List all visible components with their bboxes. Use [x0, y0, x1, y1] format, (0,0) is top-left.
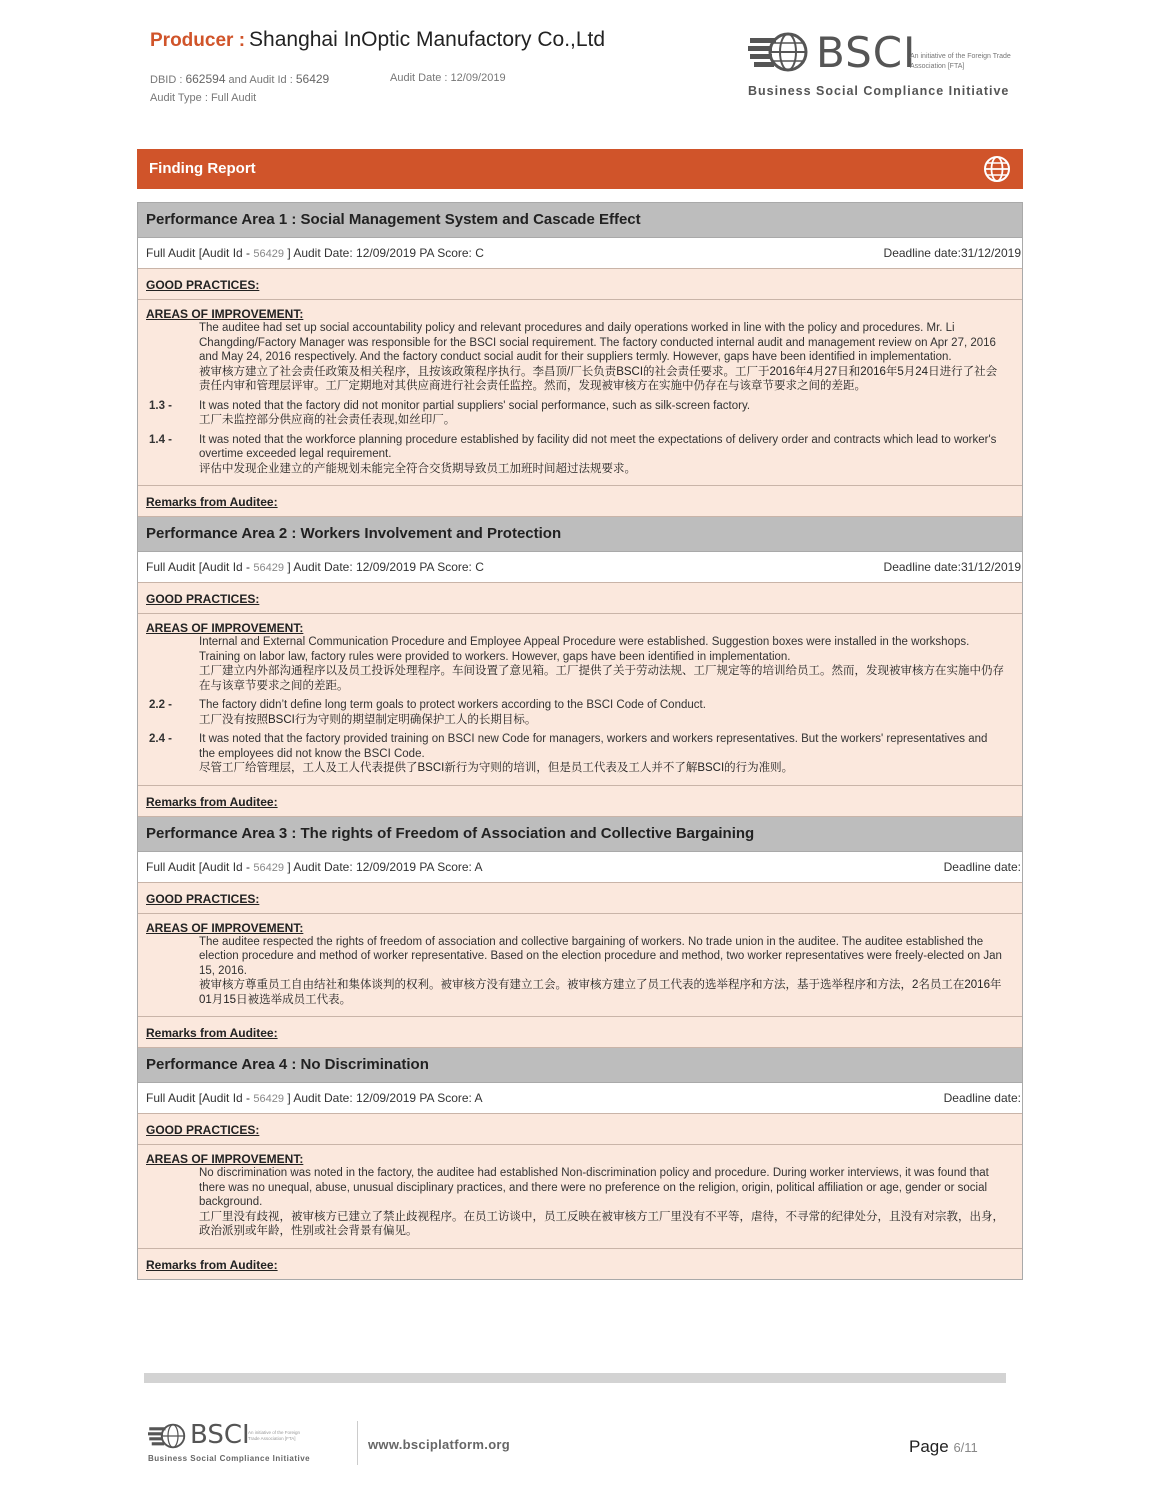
finding-text-en: Internal and External Communication Procedure and Employee Appeal Procedure were established. Suggestion boxes were installed in the workshops. Training on labor law, factory rules were provided to workers. However, gaps have been identified in implementation. [199, 636, 970, 663]
finding-item [146, 1166, 1014, 1239]
pa-audit-line [146, 246, 484, 260]
pa-deadline: Deadline date: [943, 1091, 1021, 1105]
performance-areas [137, 202, 1023, 1280]
areas-of-improvement-row [138, 914, 1022, 1018]
audit-id-value: 56429 [295, 72, 330, 86]
remarks-row [138, 786, 1022, 817]
footer-bsci-tagline: Business Social Compliance Initiative [148, 1454, 311, 1463]
pa-info-suffix: ] Audit Date: 12/09/2019 PA Score: C [283, 560, 484, 574]
pa-deadline: Deadline date:31/12/2019 [883, 560, 1021, 574]
finding-text-zh: 评估中发现企业建立的产能规划未能完全符合交货期导致员工加班时间超过法规要求。 [199, 462, 636, 475]
pa-info-prefix: Full Audit [Audit Id - [146, 246, 254, 260]
pa-info-prefix: Full Audit [Audit Id - [146, 859, 254, 874]
dbid-value: 662594 [185, 72, 226, 86]
finding-text-zh: 被审核方尊重员工自由结社和集体谈判的权利。被审核方没有建立工会。被审核方建立了员工代表的选举程序和方法，基于选举程序和方法，2名员工在2016年01月15日被选举成员工代表。 [199, 979, 1002, 1006]
pa-audit-id: 56429 [253, 1093, 284, 1105]
areas-of-improvement-row [138, 614, 1022, 786]
good-practices-row [138, 269, 1022, 300]
finding-text-zh: 工厂建立内外部沟通程序以及员工投诉处理程序。车间设置了意见箱。工厂提供了关于劳动法规、工厂规定等的培训给员工。然而，发现被审核方在实施中仍存在与该章节要求之间的差距。 [199, 665, 1004, 692]
page-count: 6/11 [953, 1440, 978, 1455]
pa-info-prefix: Full Audit [Audit Id - [146, 1091, 254, 1105]
performance-area [138, 1048, 1022, 1279]
bsci-wordmark: BSCI [816, 28, 917, 77]
finding-number [146, 321, 199, 394]
pa-audit-id: 56429 [253, 248, 284, 260]
good-practices-label: GOOD PRACTICES: [146, 1123, 260, 1137]
producer-name: Shanghai InOptic Manufactory Co.,Ltd [249, 28, 606, 51]
pa-title: Performance Area 2 : Workers Involvement and Protection [138, 517, 1022, 552]
areas-of-improvement-row [138, 1145, 1022, 1249]
footer-vertical-divider [357, 1421, 358, 1465]
finding-number [146, 635, 199, 693]
finding-text-en: The auditee had set up social accountability policy and relevant procedures and daily operations worked in line with the policy and procedures. Mr. Li Changding/Factory Manager was responsible for the BSCI social requirement. The factory conducted internal audit and management review on Apr 27, 2016 and May 24, 2016 respectively. And the factory conduct social audit for their suppliers termly. However, gaps have been identified in implementation. [199, 322, 996, 363]
page-label: Page [909, 1437, 954, 1456]
remarks-row [138, 1017, 1022, 1048]
finding-text-zh: 工厂未监控部分供应商的社会责任表现,如丝印厂。 [199, 414, 456, 426]
bsci-logo [748, 30, 1018, 102]
bsci-globe-icon [148, 1422, 188, 1450]
areas-of-improvement-label: AREAS OF IMPROVEMENT: [146, 307, 304, 321]
bsci-globe-icon [748, 30, 812, 74]
remarks-label: Remarks from Auditee: [146, 1026, 278, 1040]
pa-deadline: Deadline date: [943, 859, 1021, 874]
footer-bsci-wordmark: BSCI [190, 1420, 250, 1450]
pa-audit-info [138, 552, 1022, 583]
audit-id-label: and Audit Id : [225, 74, 296, 86]
finding-item [146, 935, 1014, 1008]
footer-website-link[interactable]: www.bsciplatform.org [368, 1437, 511, 1452]
pa-info-suffix: ] Audit Date: 12/09/2019 PA Score: A [283, 1091, 483, 1105]
pa-audit-id: 56429 [253, 562, 284, 574]
page-number [909, 1437, 978, 1457]
finding-number: 2.4 - [149, 733, 173, 745]
good-practices-label: GOOD PRACTICES: [146, 278, 260, 292]
pa-title: Performance Area 4 : No Discrimination [138, 1048, 1022, 1083]
finding-text-en: The auditee respected the rights of freedom of association and collective bargaining of workers. No trade union in the auditee. The auditee established the election procedure and method of worker representative. Based on the election procedure and method, two worker representatives were freely-elected on Jan 15, 2016. [199, 935, 1002, 977]
pa-audit-id: 56429 [253, 861, 284, 874]
finding-number [146, 1166, 199, 1239]
areas-of-improvement-label: AREAS OF IMPROVEMENT: [146, 1152, 304, 1166]
finding-item [146, 635, 1014, 693]
globe-icon [983, 155, 1011, 183]
pa-audit-line [146, 1091, 483, 1105]
remarks-label: Remarks from Auditee: [146, 495, 278, 509]
finding-item [146, 399, 1014, 428]
areas-of-improvement-row [138, 300, 1022, 486]
finding-text-zh: 被审核方建立了社会责任政策及相关程序，且按该政策程序执行。李昌顶/厂长负责BSCI的社会责任要求。工厂于2016年4月27日和2016年5月24日进行了社会责任内审和管理层评审。工厂定期地对其供应商进行社会责任监控。然而，发现被审核方在实施中仍存在与该章节要求之间的差距。 [199, 365, 998, 392]
pa-info-suffix: ] Audit Date: 12/09/2019 PA Score: C [283, 246, 484, 260]
finding-number: 1.3 - [149, 399, 173, 412]
finding-number: 2.2 - [149, 699, 173, 711]
footer-bsci-logo [148, 1420, 348, 1470]
pa-title: Performance Area 3 : The rights of Freedom of Association and Collective Bargaining [138, 817, 1022, 852]
good-practices-row [138, 583, 1022, 614]
dbid-label: DBID : [150, 74, 186, 86]
good-practices-label: GOOD PRACTICES: [146, 891, 260, 906]
finding-report-bar [137, 149, 1023, 189]
remarks-row [138, 1249, 1022, 1279]
footer-divider-bar [144, 1373, 1006, 1383]
pa-audit-line [146, 860, 483, 874]
producer-line [150, 28, 605, 52]
bsci-tagline: Business Social Compliance Initiative [748, 84, 1010, 98]
pa-deadline: Deadline date:31/12/2019 [883, 246, 1021, 260]
audit-date: Audit Date : 12/09/2019 [390, 72, 506, 84]
report-header [150, 26, 1030, 116]
finding-text-en: The factory didn’t define long term goals to protect workers according to the BSCI Code of Conduct. [199, 699, 706, 711]
pa-title: Performance Area 1 : Social Management System and Cascade Effect [138, 203, 1022, 238]
finding-text-zh: 工厂里没有歧视，被审核方已建立了禁止歧视程序。在员工访谈中，员工反映在被审核方工厂里没有不平等，虐待，不寻常的纪律处分，且没有对宗教，出身，政治派别或年龄，性别或社会背景有偏见。 [199, 1210, 1004, 1237]
finding-text-en: No discrimination was noted in the factory, the auditee had established Non-discrimination policy and procedure. During worker interviews, it was found that there was no unequal, abuse, unusual disciplinary practices, and there were no preference on the religion, origin, political affiliation or age, gender or social background. [199, 1167, 989, 1208]
performance-area [138, 817, 1022, 1049]
finding-text-en: It was noted that the workforce planning procedure established by facility did not meet the expectations of delivery order and contracts which lead to worker's overtime exceeded legal requirement. [199, 433, 997, 460]
remarks-label: Remarks from Auditee: [146, 794, 278, 809]
finding-text-zh: 尽管工厂给管理层，工人及工人代表提供了BSCI新行为守则的培训，但是员工代表及工人并不了解BSCI的行为准则。 [199, 762, 794, 774]
footer-bsci-subline: An initiative of the Foreign Trade Association [FTA] [248, 1430, 301, 1441]
pa-info-suffix: ] Audit Date: 12/09/2019 PA Score: A [283, 859, 483, 874]
producer-label: Producer : [150, 30, 246, 51]
performance-area [138, 203, 1022, 517]
remarks-label: Remarks from Auditee: [146, 1257, 278, 1272]
areas-of-improvement-label: AREAS OF IMPROVEMENT: [146, 920, 304, 935]
finding-report-title: Finding Report [149, 160, 256, 177]
good-practices-row [138, 1114, 1022, 1145]
finding-text-en: It was noted that the factory provided training on BSCI new Code for managers, workers and workers representatives. But the workers' representatives and the employees did not know the BSCI Code. [199, 733, 988, 760]
finding-item [146, 321, 1014, 394]
finding-number [146, 935, 199, 1008]
good-practices-label: GOOD PRACTICES: [146, 592, 260, 606]
pa-info-prefix: Full Audit [Audit Id - [146, 560, 254, 574]
audit-type: Audit Type : Full Audit [150, 92, 257, 104]
good-practices-row [138, 883, 1022, 914]
remarks-row [138, 486, 1022, 517]
finding-number: 1.4 - [149, 433, 173, 446]
pa-audit-line [146, 560, 484, 574]
pa-audit-info [138, 852, 1022, 883]
finding-item [146, 698, 1014, 727]
pa-audit-info [138, 238, 1022, 269]
pa-audit-info [138, 1083, 1022, 1114]
finding-text-zh: 工厂没有按照BSCI行为守则的期望制定明确保护工人的长期目标。 [199, 713, 537, 726]
finding-item [146, 732, 1014, 776]
performance-area [138, 517, 1022, 817]
finding-text-en: It was noted that the factory did not monitor partial suppliers' social performance, such as silk-screen factory. [199, 399, 751, 412]
areas-of-improvement-label: AREAS OF IMPROVEMENT: [146, 621, 304, 635]
finding-item [146, 433, 1014, 477]
bsci-subline: An initiative of the Foreign Trade Association [FTA] [910, 53, 1011, 70]
audit-ids [150, 72, 329, 86]
